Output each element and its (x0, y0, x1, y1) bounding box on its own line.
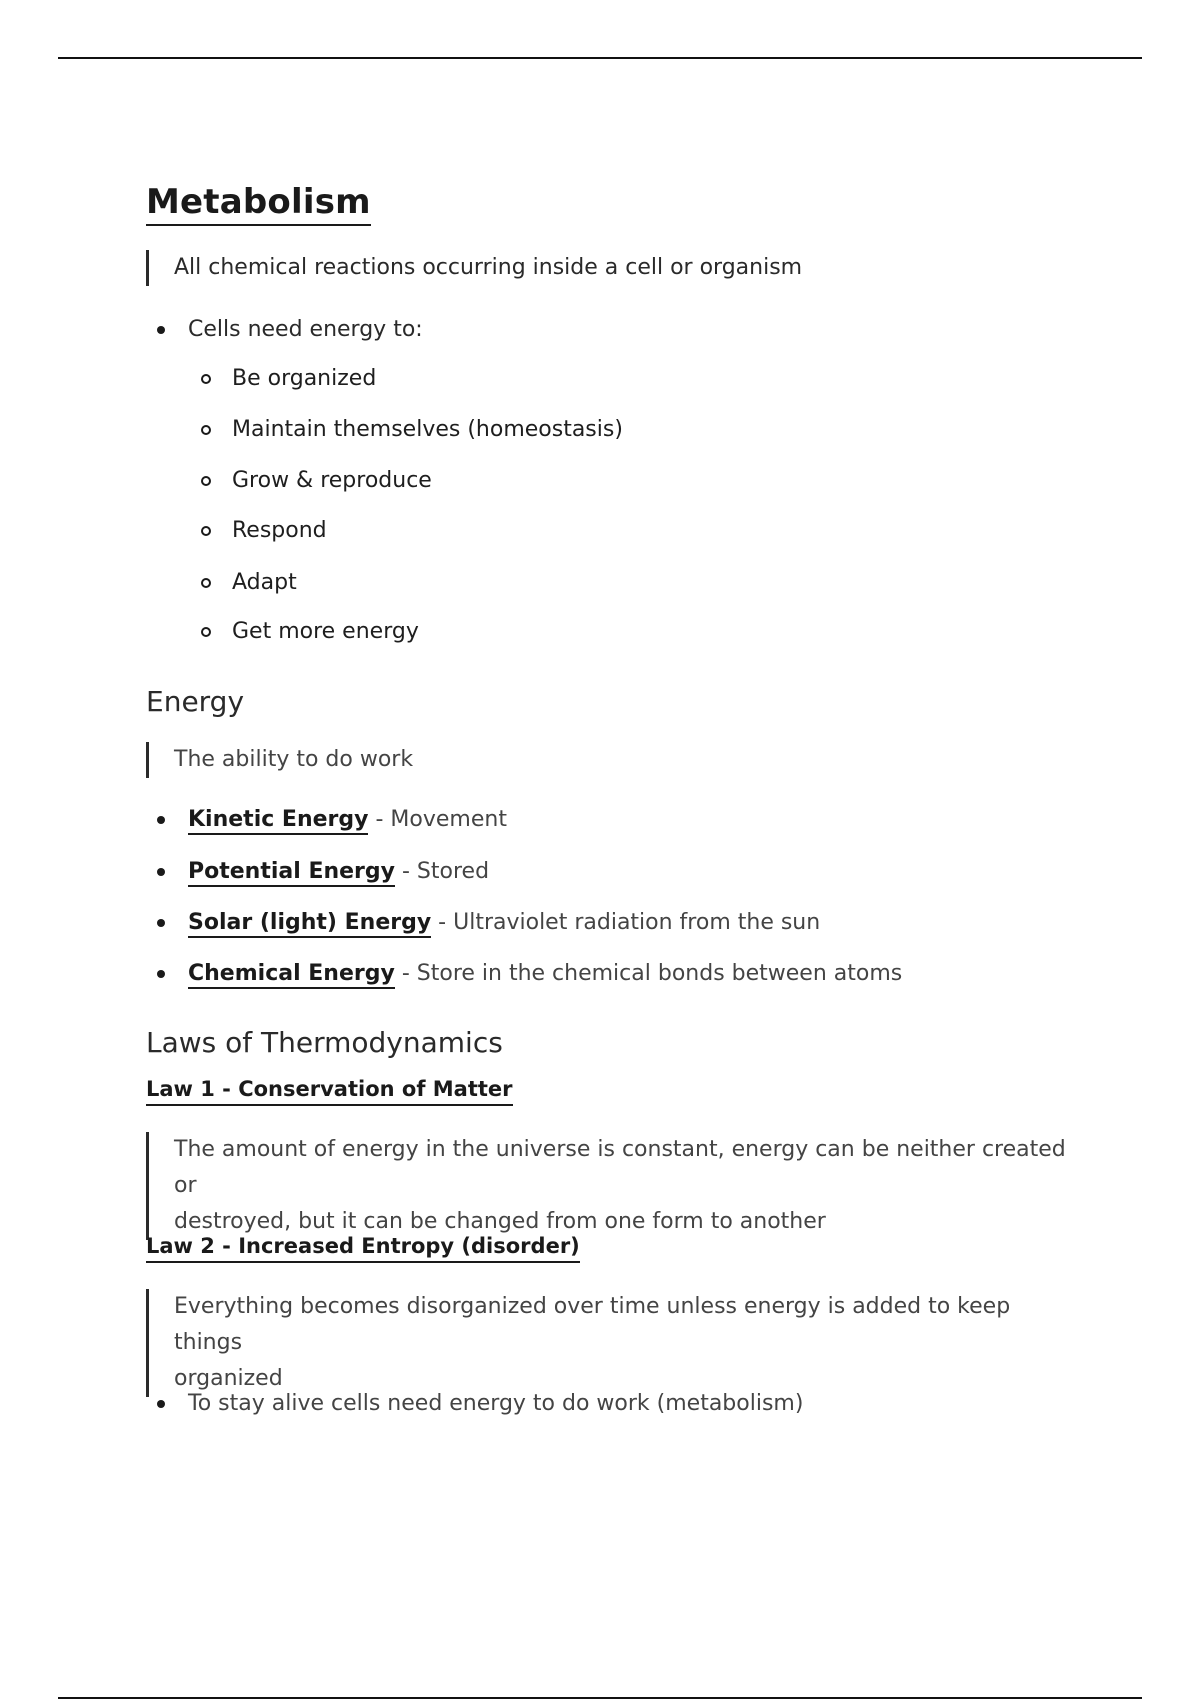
circle-bullet-icon (201, 425, 211, 435)
need-item: Adapt (232, 570, 297, 595)
sub-list-item (232, 415, 623, 445)
need-item: Be organized (232, 366, 377, 391)
list-item (188, 805, 507, 835)
bullet-icon (157, 816, 165, 824)
law2-heading: Law 2 - Increased Entropy (disorder) (146, 1231, 580, 1263)
energy-description: - Movement (368, 807, 507, 832)
sub-list-item (232, 568, 297, 598)
law2-quote (146, 1289, 1074, 1397)
bullet-icon (157, 326, 165, 334)
need-item: Get more energy (232, 619, 419, 644)
energy-term: Kinetic Energy (188, 807, 368, 835)
bullet-icon (157, 868, 165, 876)
bullet-icon (157, 970, 165, 978)
sub-list-item (232, 516, 327, 546)
needs-intro: Cells need energy to: (188, 317, 423, 342)
energy-description: - Stored (395, 859, 490, 884)
circle-bullet-icon (201, 476, 211, 486)
list-item (188, 857, 489, 887)
bullet-icon (157, 919, 165, 927)
circle-bullet-icon (201, 526, 211, 536)
top-rule (58, 57, 1142, 59)
definition-quote: All chemical reactions occurring inside a cell or organism (146, 250, 1074, 286)
list-item (188, 908, 820, 938)
conclusion-text: To stay alive cells need energy to do work (metabolism) (188, 1391, 804, 1416)
list-item (188, 959, 902, 989)
need-item: Maintain themselves (homeostasis) (232, 417, 623, 442)
energy-term: Solar (light) Energy (188, 910, 431, 938)
sub-list-item (232, 617, 419, 647)
bottom-rule (58, 1697, 1142, 1699)
energy-term: Potential Energy (188, 859, 395, 887)
thermodynamics-heading: Laws of Thermodynamics (146, 1026, 503, 1059)
circle-bullet-icon (201, 374, 211, 384)
list-item (188, 1389, 803, 1419)
need-item: Grow & reproduce (232, 468, 432, 493)
law1-heading: Law 1 - Conservation of Matter (146, 1074, 513, 1106)
energy-heading: Energy (146, 685, 245, 718)
list-item (188, 315, 423, 345)
sub-list-item (232, 364, 376, 394)
energy-description: - Ultraviolet radiation from the sun (431, 910, 821, 935)
page-title: Metabolism (146, 180, 371, 226)
need-item: Respond (232, 518, 327, 543)
sub-list-item (232, 466, 432, 496)
energy-definition-quote: The ability to do work (146, 742, 1074, 778)
energy-term: Chemical Energy (188, 961, 395, 989)
law2-text-line: Everything becomes disorganized over time unless energy is added to keep things (174, 1294, 1011, 1355)
energy-description: - Store in the chemical bonds between atoms (394, 961, 903, 986)
law2-text-line: organized (174, 1366, 283, 1391)
circle-bullet-icon (201, 627, 211, 637)
bullet-icon (157, 1400, 165, 1408)
circle-bullet-icon (201, 578, 211, 588)
law1-quote (146, 1132, 1074, 1240)
law1-text-line: destroyed, but it can be changed from one form to another (174, 1209, 826, 1234)
law1-text-line: The amount of energy in the universe is constant, energy can be neither created or (174, 1137, 1066, 1198)
